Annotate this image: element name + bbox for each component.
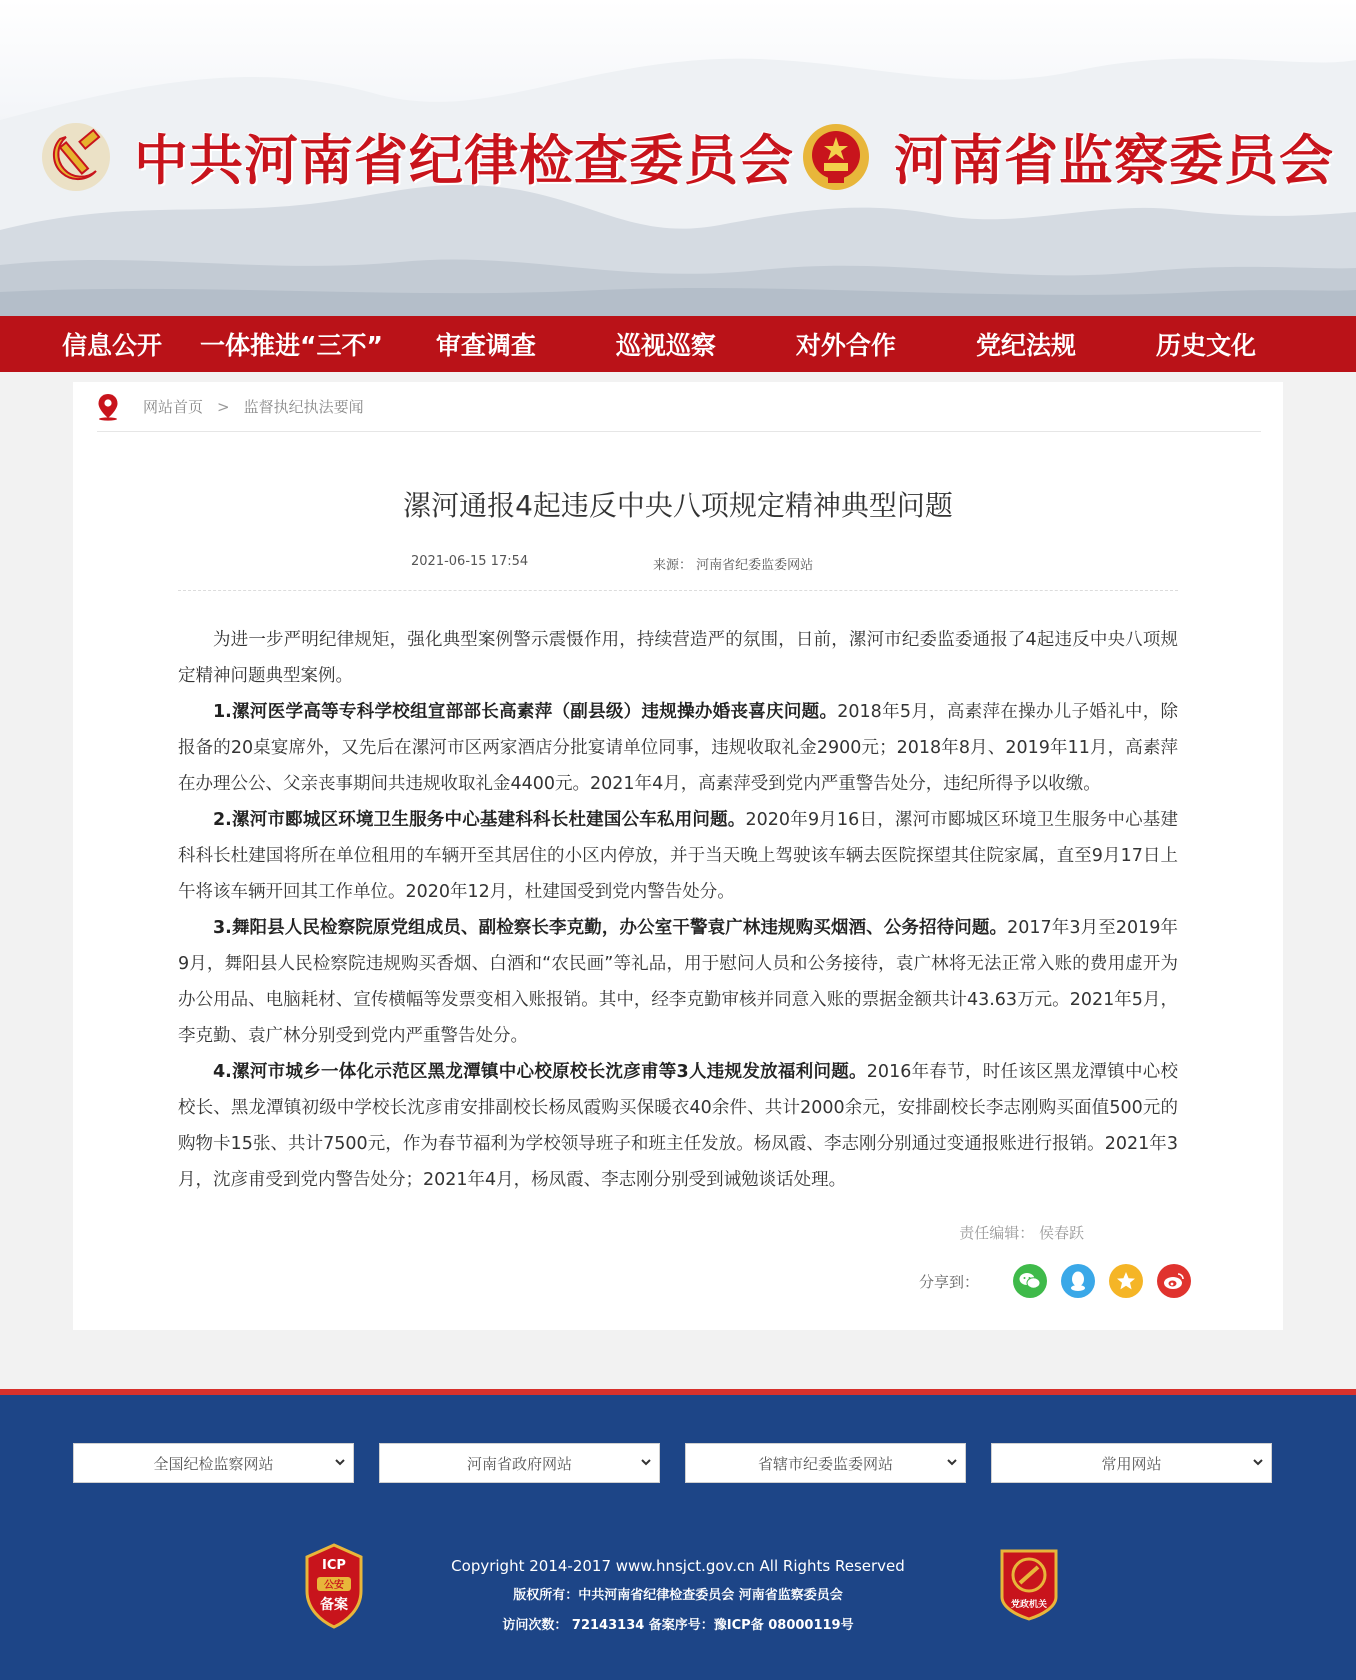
supervision-commission-title: 河南省监察委员会 — [894, 128, 1334, 192]
icp-badge-line2: 公安 — [324, 1580, 344, 1591]
select-label: 全国纪检监察网站 — [153, 1454, 274, 1473]
article-card — [73, 382, 1283, 1330]
weibo-icon[interactable] — [1157, 1264, 1191, 1298]
qq-icon[interactable] — [1061, 1264, 1095, 1298]
article-body — [178, 622, 1178, 1198]
qzone-icon[interactable] — [1109, 1264, 1143, 1298]
nav-item-three-nots[interactable]: 一体推进“三不” — [200, 331, 383, 360]
nav-item-info-disclosure[interactable]: 信息公开 — [62, 331, 163, 360]
icp-badge-line3: 备案 — [320, 1597, 348, 1613]
article-title: 漯河通报4起违反中央八项规定精神典型问题 — [403, 489, 953, 522]
select-city-commission-sites[interactable] — [685, 1443, 966, 1483]
visit-stats: 访问次数： 72143134 备案序号：豫ICP备 08000119号 — [502, 1618, 854, 1633]
select-provincial-gov-sites[interactable] — [379, 1443, 660, 1483]
case-paragraph — [178, 910, 1178, 1054]
case-text: 2018年5月，高素萍在操办儿子婚礼中，除报备的20桌宴席外，又先后在漯河市区两家酒店分批宴请单位同事，违规收取礼金2900元；2018年8月、2019年11月，高素萍在办理公公、父亲丧事期间共违规收取礼金4400元。2021年4月，高素萍受到党内严重警告处分，违纪所得予以收缴。 — [178, 702, 1179, 794]
case-text: 2017年3月至2019年9月，舞阳县人民检察院违规购买香烟、白酒和“农民画”等礼品，用于慰问人员和公务接待，袁广林将无法正常入账的费用虚开为办公用品、电脑耗材、宣传横幅等发票变相入账报销。其中，经李克勤审核并同意入账的票据金额共计43.63万元。2021年5月，李克勤、袁广林分别受到党内严重警告处分。 — [178, 918, 1178, 1046]
wechat-icon[interactable] — [1013, 1264, 1047, 1298]
share-bar — [919, 1264, 1191, 1298]
share-label: 分享到： — [919, 1272, 980, 1291]
chevron-down-icon — [1251, 1455, 1265, 1469]
breadcrumb — [97, 382, 1261, 432]
nav-item-regulations[interactable]: 党纪法规 — [975, 331, 1076, 360]
party-emblem-icon — [40, 121, 112, 193]
breadcrumb-home-link[interactable]: 网站首页 — [143, 398, 204, 416]
article-date: 2021-06-15 17:54 — [411, 554, 529, 569]
breadcrumb-current-link[interactable]: 监督执纪执法要闻 — [243, 398, 364, 416]
case-text: 2016年春节，时任该区黑龙潭镇中心校校长、黑龙潭镇初级中学校长沈彦甫安排副校长杨凤霞购买保暖衣40余件、共计2000余元，安排副校长李志刚购买面值500元的购物卡15张、共计7500元，作为春节福利为学校领导班子和班主任发放。杨凤霞、李志刚分别通过变通报账进行报销。2021年3月，沈彦甫受到党内警告处分；2021年4月，杨凤霞、李志刚分别受到诫勉谈话处理。 — [178, 1062, 1179, 1190]
select-label: 省辖市纪委监委网站 — [757, 1454, 893, 1473]
select-label: 河南省政府网站 — [466, 1454, 572, 1473]
select-label: 常用网站 — [1101, 1454, 1162, 1473]
case-paragraph — [178, 802, 1178, 910]
select-national-sites[interactable] — [73, 1443, 354, 1483]
case-paragraph — [178, 1054, 1178, 1198]
case-heading: 2.漯河市郾城区环境卫生服务中心基建科科长杜建国公车私用问题。 — [213, 810, 746, 830]
breadcrumb-separator: > — [217, 397, 230, 416]
meta-divider — [178, 590, 1178, 591]
icp-badge-line1: ICP — [322, 1558, 346, 1573]
site-footer — [0, 1395, 1356, 1680]
copyright-text: Copyright 2014-2017 www.hnsjct.gov.cn All Rights Reserved — [451, 1557, 905, 1575]
select-common-sites[interactable] — [991, 1443, 1272, 1483]
case-heading: 1.漯河医学高等专科学校组宣部部长高素萍（副县级）违规操办婚丧喜庆问题。 — [213, 702, 838, 722]
nav-item-history[interactable]: 历史文化 — [1155, 331, 1256, 360]
copyright-owner: 版权所有：中共河南省纪律检查委员会 河南省监察委员会 — [513, 1588, 843, 1603]
main-nav — [0, 316, 1356, 372]
article-intro: 为进一步严明纪律规矩，强化典型案例警示震慑作用，持续营造严的氛围，日前，漯河市纪委监委通报了4起违反中央八项规定精神问题典型案例。 — [178, 630, 1178, 686]
case-text: 2020年9月16日，漯河市郾城区环境卫生服务中心基建科科长杜建国将所在单位租用的车辆开至其居住的小区内停放，并于当天晚上驾驶该车辆去医院探望其住院家属，直至9月17日上午将该车辆开回其工作单位。2020年12月，杜建国受到党内警告处分。 — [178, 810, 1178, 902]
cpc-brand — [40, 118, 794, 195]
nav-item-inspection[interactable]: 巡视巡察 — [615, 331, 716, 360]
article-source: 来源： 河南省纪委监委网站 — [653, 558, 814, 573]
supervision-brand — [800, 118, 1334, 195]
case-heading: 4.漯河市城乡一体化示范区黑龙潭镇中心校原校长沈彦甫等3人违规发放福利问题。 — [213, 1062, 867, 1082]
party-government-badge-icon[interactable] — [996, 1545, 1062, 1621]
responsible-editor: 责任编辑： 侯春跃 — [959, 1224, 1084, 1242]
chevron-down-icon — [333, 1455, 347, 1469]
national-emblem-icon — [800, 121, 872, 193]
cpc-commission-title: 中共河南省纪律检查委员会 — [134, 128, 794, 192]
chevron-down-icon — [639, 1455, 653, 1469]
location-pin-icon — [97, 393, 119, 421]
chevron-down-icon — [945, 1455, 959, 1469]
site-header — [0, 0, 1356, 316]
case-heading: 3.舞阳县人民检察院原党组成员、副检察长李克勤，办公室干警袁广林违规购买烟酒、公务招待问题。 — [213, 918, 1008, 938]
party-badge-label: 党政机关 — [1010, 1600, 1048, 1610]
case-paragraph — [178, 694, 1178, 802]
nav-item-investigation[interactable]: 审查调查 — [435, 331, 536, 360]
copyright-block — [0, 1551, 1356, 1641]
nav-item-cooperation[interactable]: 对外合作 — [795, 331, 896, 360]
